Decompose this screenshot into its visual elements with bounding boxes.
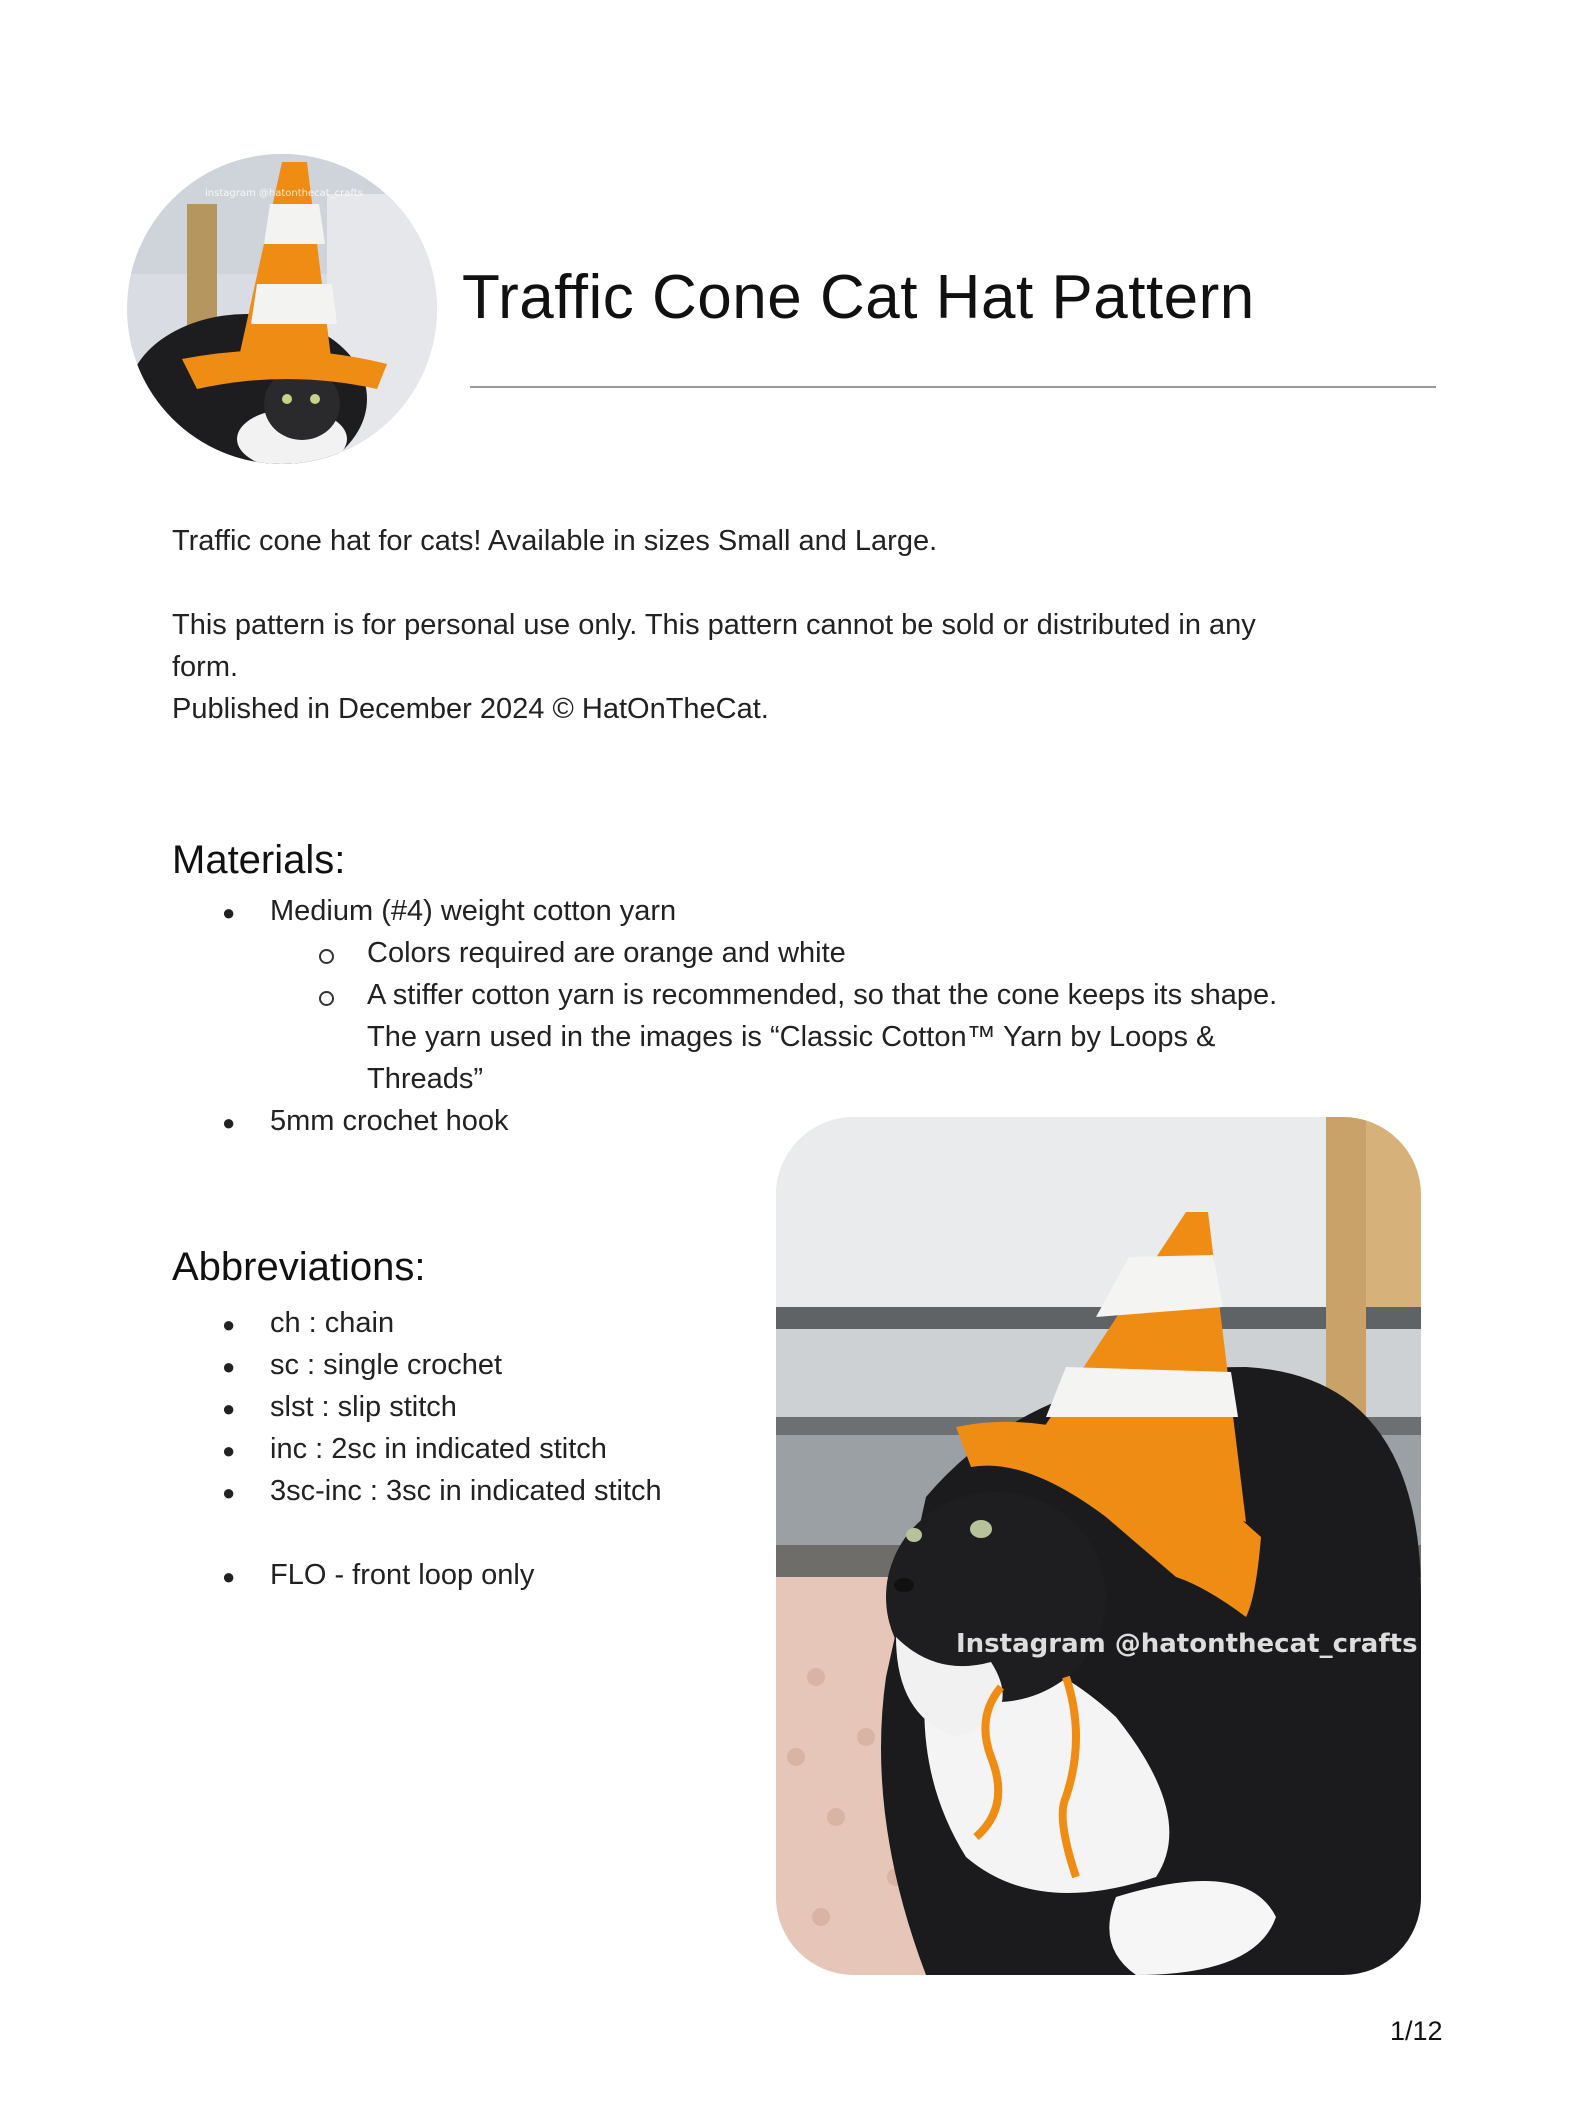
avatar [127,154,437,464]
cat-photo-image [776,1117,1421,1975]
bullet-dot: ● [222,900,236,925]
published-line: Published in December 2024 © HatOnTheCat. [172,693,769,725]
avatar-watermark: instagram @hatonthecat_crafts [205,188,363,199]
abbr-slst: slst : slip stitch [270,1391,457,1423]
abbr-flo: FLO - front loop only [270,1559,535,1591]
page-number: 1/12 [1390,2016,1443,2046]
bullet-dot: ● [222,1438,236,1463]
abbr-ch: ch : chain [270,1307,395,1339]
abbreviations-heading: Abbreviations: [172,1245,426,1289]
materials-item-yarn: Medium (#4) weight cotton yarn [270,895,677,927]
sub-bullet-circle [319,949,334,964]
materials-sub-colors: Colors required are orange and white [367,937,846,969]
bullet-dot: ● [222,1110,236,1135]
bullet-dot: ● [222,1480,236,1505]
title-divider [470,386,1436,388]
materials-heading: Materials: [172,838,346,882]
cat-photo [776,1117,1421,1975]
abbr-3sc-inc: 3sc-inc : 3sc in indicated stitch [270,1475,662,1507]
cat-avatar-image [127,154,437,464]
abbr-inc: inc : 2sc in indicated stitch [270,1433,607,1465]
photo-watermark: Instagram @hatonthecat_crafts [956,1629,1418,1659]
bullet-dot: ● [222,1396,236,1421]
intro-line-2a: This pattern is for personal use only. This pattern cannot be sold or distributed in any [172,609,1256,641]
intro-line-2b: form. [172,651,239,683]
materials-item-hook: 5mm crochet hook [270,1105,509,1137]
sub-bullet-circle [319,991,334,1006]
bullet-dot: ● [222,1312,236,1337]
bullet-dot: ● [222,1564,236,1589]
materials-sub-threads: Threads” [367,1063,484,1095]
page-title: Traffic Cone Cat Hat Pattern [462,263,1255,332]
intro-line-1: Traffic cone hat for cats! Available in sizes Small and Large. [172,525,938,557]
materials-sub-yarn-used: The yarn used in the images is “Classic Cotton™ Yarn by Loops & [367,1021,1216,1053]
abbr-sc: sc : single crochet [270,1349,503,1381]
bullet-dot: ● [222,1354,236,1379]
materials-sub-stiffer: A stiffer cotton yarn is recommended, so that the cone keeps its shape. [367,979,1278,1011]
